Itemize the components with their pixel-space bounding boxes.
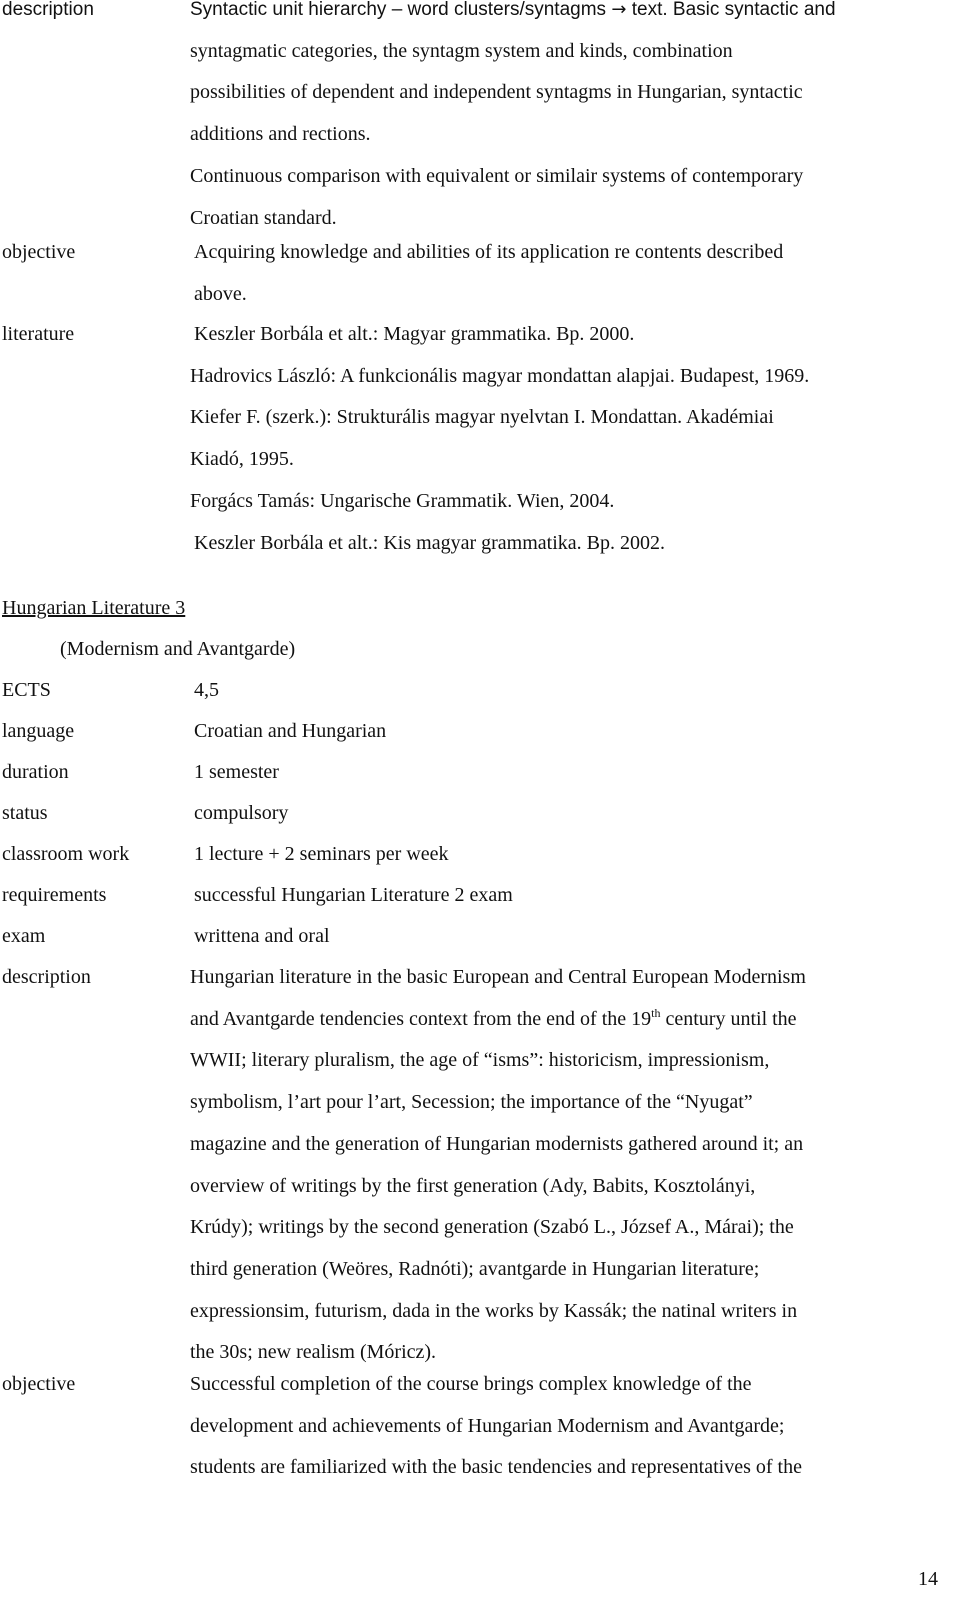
course-description-line: third generation (Weöres, Radnóti); avantgarde in Hungarian literature; xyxy=(190,1257,760,1280)
prev-description-line: Syntactic unit hierarchy – word clusters/syntagms → text. Basic syntactic and xyxy=(190,0,836,20)
arrow-right-icon: → xyxy=(611,0,627,20)
prev-objective-line: Acquiring knowledge and abilities of its application re contents described xyxy=(194,241,784,263)
course-description-line: Hungarian literature in the basic European and Central European Modernism xyxy=(190,966,806,988)
prev-description-line: syntagmatic categories, the syntagm system and kinds, combination xyxy=(190,39,733,62)
course-description-line: symbolism, l’art pour l’art, Secession; the importance of the “Nyugat” xyxy=(190,1091,753,1114)
prev-objective-line: above. xyxy=(194,282,247,305)
field-value: compulsory xyxy=(194,802,289,824)
course-objective-label: objective xyxy=(2,1373,76,1395)
course-subtitle: (Modernism and Avantgarde) xyxy=(60,638,296,660)
field-label: status xyxy=(2,802,48,824)
field-label: classroom work xyxy=(2,843,130,865)
literature-entry: Hadrovics László: A funkcionális magyar mondattan alapjai. Budapest, 1969. xyxy=(190,364,810,387)
prev-objective-text xyxy=(194,232,939,315)
literature-entry: Forgács Tamás: Ungarische Grammatik. Wien, 2004. xyxy=(190,489,615,512)
prev-description-line: possibilities of dependent and independent syntagms in Hungarian, syntactic xyxy=(190,81,803,104)
course-objective-line: Successful completion of the course brings complex knowledge of the xyxy=(190,1373,752,1395)
field-label: language xyxy=(2,720,75,742)
course-description-line: expressionsim, futurism, dada in the works by Kassák; the natinal writers in xyxy=(190,1299,798,1322)
field-value: writtena and oral xyxy=(194,925,330,947)
field-label: exam xyxy=(2,925,46,947)
prev-objective-label: objective xyxy=(2,241,76,263)
course-description-line: magazine and the generation of Hungarian modernists gathered around it; an xyxy=(190,1132,804,1155)
prev-description-line: Croatian standard. xyxy=(190,206,337,229)
prev-description-line: Continuous comparison with equivalent or similair systems of contemporary xyxy=(190,164,804,187)
superscript-th: th xyxy=(651,1005,661,1020)
course-description-line: and Avantgarde tendencies context from the end of the 19th century until the xyxy=(190,1005,797,1030)
course-description-line: the 30s; new realism (Móricz). xyxy=(190,1341,437,1364)
literature-entry: Keszler Borbála et alt.: Magyar grammatika. Bp. 2000. xyxy=(194,323,635,345)
course-objective-line: students are familiarized with the basic tendencies and representatives of the xyxy=(190,1456,802,1479)
course-description-line: overview of writings by the first generation (Ady, Babits, Kosztolányi, xyxy=(190,1174,756,1197)
field-label: duration xyxy=(2,761,69,783)
field-value: successful Hungarian Literature 2 exam xyxy=(194,884,513,906)
prev-description-line: additions and rections. xyxy=(190,123,371,146)
prev-description-label: description xyxy=(2,0,94,20)
course-objective-text xyxy=(190,1364,935,1489)
prev-literature-label: literature xyxy=(2,323,75,345)
literature-entry: Kiadó, 1995. xyxy=(190,448,294,471)
field-label: ECTS xyxy=(2,679,51,701)
field-value: 1 lecture + 2 seminars per week xyxy=(194,843,449,865)
field-label: requirements xyxy=(2,884,107,906)
page-number: 14 xyxy=(918,1568,938,1590)
field-value: 1 semester xyxy=(194,761,279,783)
field-value: Croatian and Hungarian xyxy=(194,720,387,742)
course-description-text xyxy=(190,957,935,1374)
literature-entry: Keszler Borbála et alt.: Kis magyar grammatika. Bp. 2002. xyxy=(194,531,665,554)
field-value: 4,5 xyxy=(194,679,219,701)
course-description-line: Krúdy); writings by the second generation (Szabó L., József A., Márai); the xyxy=(190,1216,794,1239)
course-description-label: description xyxy=(2,966,91,988)
course-title: Hungarian Literature 3 xyxy=(2,597,186,619)
course-objective-line: development and achievements of Hungarian Modernism and Avantgarde; xyxy=(190,1414,785,1437)
literature-entry: Kiefer F. (szerk.): Strukturális magyar nyelvtan I. Mondattan. Akadémiai xyxy=(190,406,774,429)
prev-description-text xyxy=(190,0,935,239)
prev-literature-text xyxy=(190,314,939,564)
course-description-line: WWII; literary pluralism, the age of “isms”: historicism, impressionism, xyxy=(190,1049,770,1072)
